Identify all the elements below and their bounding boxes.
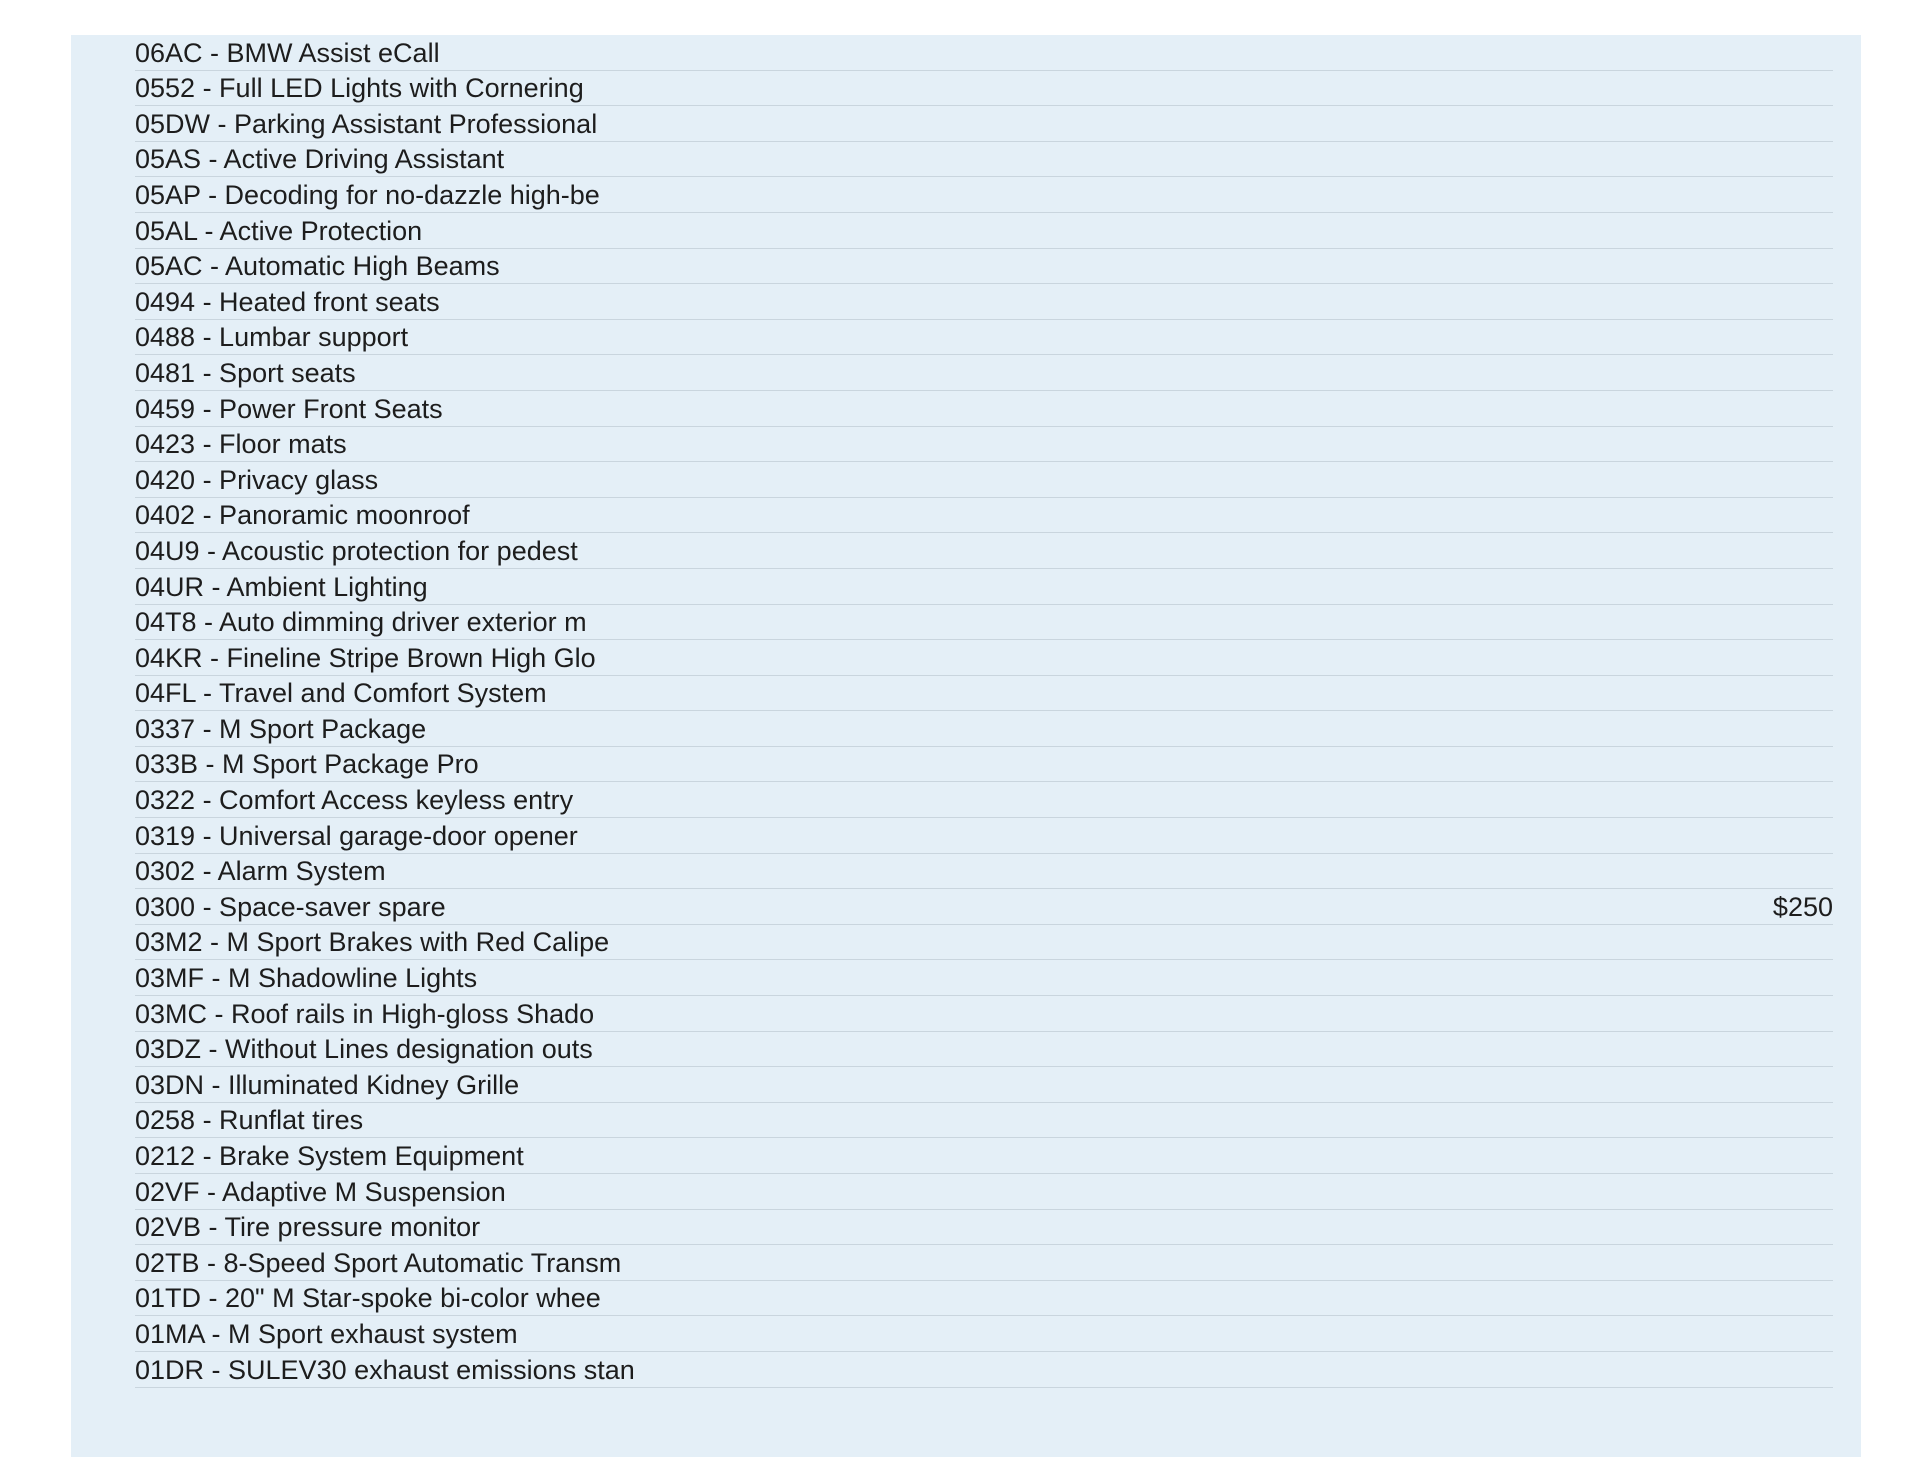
option-row — [135, 462, 1833, 498]
option-row — [135, 925, 1833, 961]
option-label: 04KR - Fineline Stripe Brown High Glo — [135, 642, 596, 673]
option-label: 0552 - Full LED Lights with Cornering — [135, 73, 584, 104]
option-label: 01DR - SULEV30 exhaust emissions stan — [135, 1354, 635, 1385]
option-row — [135, 711, 1833, 747]
option-row — [135, 960, 1833, 996]
option-label: 05AP - Decoding for no-dazzle high-be — [135, 179, 600, 210]
options-list — [135, 35, 1833, 1388]
option-row — [135, 818, 1833, 854]
option-label: 0319 - Universal garage-door opener — [135, 820, 578, 851]
option-row — [135, 533, 1833, 569]
option-row — [135, 889, 1833, 925]
option-label: 0459 - Power Front Seats — [135, 393, 443, 424]
option-label: 03DN - Illuminated Kidney Grille — [135, 1069, 520, 1100]
option-row — [135, 284, 1833, 320]
option-label: 05DW - Parking Assistant Professional — [135, 108, 598, 139]
option-label: 0488 - Lumbar support — [135, 322, 409, 353]
option-row — [135, 1210, 1833, 1246]
option-label: 0423 - Floor mats — [135, 429, 347, 460]
option-label: 01TD - 20" M Star-spoke bi-color whee — [135, 1283, 601, 1314]
option-label: 03MC - Roof rails in High-gloss Shado — [135, 998, 595, 1029]
option-row — [135, 1281, 1833, 1317]
option-row — [135, 1067, 1833, 1103]
option-row — [135, 142, 1833, 178]
option-row — [135, 35, 1833, 71]
option-label: 0337 - M Sport Package — [135, 713, 427, 744]
options-panel — [71, 35, 1861, 1457]
option-label: 0212 - Brake System Equipment — [135, 1141, 524, 1171]
option-row — [135, 676, 1833, 712]
option-label: 0420 - Privacy glass — [135, 464, 379, 495]
option-label: 0302 - Alarm System — [135, 856, 386, 887]
option-label: 0402 - Panoramic moonroof — [135, 500, 470, 531]
option-row — [135, 1352, 1833, 1388]
option-label: 04FL - Travel and Comfort System — [135, 678, 547, 709]
option-label: 03DZ - Without Lines designation outs — [135, 1034, 593, 1065]
option-label: 0322 - Comfort Access keyless entry — [135, 785, 574, 816]
option-row — [135, 427, 1833, 463]
option-row — [135, 213, 1833, 249]
option-row — [135, 1032, 1833, 1068]
option-row — [135, 106, 1833, 142]
option-label: 01MA - M Sport exhaust system — [135, 1318, 518, 1349]
option-row — [135, 569, 1833, 605]
option-row — [135, 1316, 1833, 1352]
option-label: 05AC - Automatic High Beams — [135, 251, 500, 282]
option-label: 0300 - Space-saver spare — [135, 891, 446, 922]
option-label: 04UR - Ambient Lighting — [135, 571, 428, 602]
option-label: 0481 - Sport seats — [135, 357, 356, 388]
option-label: 03MF - M Shadowline Lights — [135, 963, 478, 994]
option-row — [135, 747, 1833, 783]
option-label: 02TB - 8-Speed Sport Automatic Transm — [135, 1247, 622, 1278]
option-row — [135, 996, 1833, 1032]
option-label: 06AC - BMW Assist eCall — [135, 37, 440, 68]
option-row — [135, 391, 1833, 427]
option-label: 04U9 - Acoustic protection for pedest — [135, 535, 578, 566]
option-row — [135, 1245, 1833, 1281]
option-row — [135, 854, 1833, 890]
option-row — [135, 249, 1833, 285]
option-label: 02VB - Tire pressure monitor — [135, 1212, 481, 1243]
option-row — [135, 498, 1833, 534]
option-row — [135, 71, 1833, 107]
option-row — [135, 177, 1833, 213]
option-row — [135, 320, 1833, 356]
option-row — [135, 355, 1833, 391]
option-label: 0258 - Runflat tires — [135, 1105, 364, 1136]
option-label: 03M2 - M Sport Brakes with Red Calipe — [135, 927, 610, 958]
option-label: 0494 - Heated front seats — [135, 286, 440, 317]
option-row — [135, 605, 1833, 641]
option-label: 033B - M Sport Package Pro — [135, 749, 479, 780]
option-row — [135, 1174, 1833, 1210]
option-price: $250 — [1772, 891, 1833, 922]
option-label: 02VF - Adaptive M Suspension — [135, 1176, 506, 1207]
option-row — [135, 640, 1833, 676]
option-row — [135, 1103, 1833, 1139]
option-row — [135, 782, 1833, 818]
option-label: 04T8 - Auto dimming driver exterior m — [135, 607, 587, 638]
option-row — [135, 1138, 1833, 1174]
option-label: 05AS - Active Driving Assistant — [135, 144, 505, 175]
option-label: 05AL - Active Protection — [135, 215, 423, 246]
